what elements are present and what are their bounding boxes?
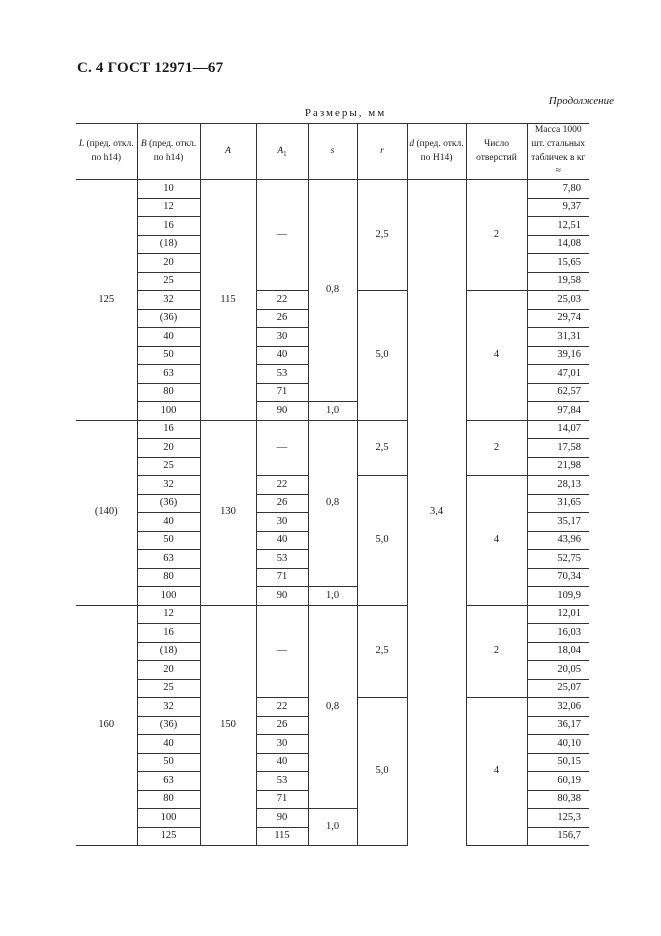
cell-B: 25 [137, 679, 200, 698]
cell-B: 12 [137, 198, 200, 217]
cell-d [407, 605, 466, 846]
cell-mass: 60,19 [527, 772, 589, 791]
cell-r: 2,5 [357, 180, 407, 291]
cell-A1: 71 [256, 568, 308, 587]
cell-B: 10 [137, 180, 200, 199]
cell-mass: 31,65 [527, 494, 589, 513]
cell-A1: 40 [256, 753, 308, 772]
cell-B: 50 [137, 531, 200, 550]
cell-B: (36) [137, 716, 200, 735]
cell-holes: 4 [466, 476, 527, 606]
cell-A1: 26 [256, 716, 308, 735]
cell-L: 125 [76, 180, 137, 421]
cell-mass: 20,05 [527, 661, 589, 680]
cell-B: (18) [137, 642, 200, 661]
cell-s: 1,0 [308, 587, 357, 606]
cell-B: 63 [137, 365, 200, 384]
cell-mass: 62,57 [527, 383, 589, 402]
cell-B: 16 [137, 217, 200, 236]
cell-A1: 30 [256, 513, 308, 532]
dimensions-caption: Размеры, мм [304, 107, 387, 119]
cell-mass: 12,51 [527, 217, 589, 236]
cell-mass: 50,15 [527, 753, 589, 772]
cell-mass: 16,03 [527, 624, 589, 643]
header-holes: Число отверстий [466, 124, 527, 180]
cell-A1: 53 [256, 365, 308, 384]
cell-mass: 14,08 [527, 235, 589, 254]
cell-mass: 21,98 [527, 457, 589, 476]
cell-B: 25 [137, 457, 200, 476]
cell-B: 40 [137, 328, 200, 347]
cell-r: 2,5 [357, 605, 407, 698]
cell-B: 32 [137, 291, 200, 310]
cell-mass: 17,58 [527, 439, 589, 458]
cell-mass: 39,16 [527, 346, 589, 365]
cell-mass: 19,58 [527, 272, 589, 291]
cell-A1: 90 [256, 587, 308, 606]
cell-B: 16 [137, 624, 200, 643]
cell-B: 63 [137, 772, 200, 791]
cell-mass: 18,04 [527, 642, 589, 661]
table-row [76, 420, 589, 439]
cell-A1: 90 [256, 402, 308, 421]
cell-A1: 40 [256, 346, 308, 365]
cell-mass: 47,01 [527, 365, 589, 384]
cell-B: 125 [137, 827, 200, 846]
table-row [76, 605, 589, 624]
cell-d: 3,4 [407, 420, 466, 605]
header-A: A [200, 124, 256, 180]
cell-A1: 22 [256, 291, 308, 310]
cell-B: 100 [137, 809, 200, 828]
table-row [76, 180, 589, 199]
cell-B: 40 [137, 735, 200, 754]
continuation-label: Продолжение [548, 95, 614, 107]
cell-r: 5,0 [357, 291, 407, 421]
cell-mass: 9,37 [527, 198, 589, 217]
cell-mass: 97,84 [527, 402, 589, 421]
cell-s: 0,8 [308, 605, 357, 809]
cell-A1: — [256, 605, 308, 698]
cell-mass: 125,3 [527, 809, 589, 828]
cell-mass: 70,34 [527, 568, 589, 587]
header-s: s [308, 124, 357, 180]
cell-mass: 14,07 [527, 420, 589, 439]
cell-r: 5,0 [357, 698, 407, 846]
cell-B: 20 [137, 439, 200, 458]
cell-A1: — [256, 420, 308, 476]
cell-A1: 53 [256, 550, 308, 569]
cell-A1: 30 [256, 328, 308, 347]
cell-A1: 90 [256, 809, 308, 828]
header-B: B (пред. откл. по h14) [137, 124, 200, 180]
cell-A1: 30 [256, 735, 308, 754]
cell-A1: 22 [256, 698, 308, 717]
cell-B: (36) [137, 309, 200, 328]
cell-A1: 26 [256, 309, 308, 328]
cell-mass: 12,01 [527, 605, 589, 624]
cell-mass: 25,07 [527, 679, 589, 698]
cell-holes: 2 [466, 420, 527, 476]
cell-A1: 53 [256, 772, 308, 791]
cell-mass: 80,38 [527, 790, 589, 809]
cell-s: 0,8 [308, 180, 357, 402]
cell-B: 32 [137, 476, 200, 495]
cell-B: 50 [137, 346, 200, 365]
cell-mass: 43,96 [527, 531, 589, 550]
header-mass: Масса 1000 шт. стальных табличек в кг ≈ [527, 124, 589, 180]
cell-mass: 31,31 [527, 328, 589, 347]
cell-B: 12 [137, 605, 200, 624]
cell-mass: 35,17 [527, 513, 589, 532]
cell-s: 1,0 [308, 809, 357, 846]
cell-A: 150 [200, 605, 256, 846]
cell-mass: 7,80 [527, 180, 589, 199]
cell-A: 115 [200, 180, 256, 421]
cell-A1: 71 [256, 790, 308, 809]
cell-holes: 4 [466, 698, 527, 846]
cell-B: 50 [137, 753, 200, 772]
cell-A: 130 [200, 420, 256, 605]
cell-A1: 22 [256, 476, 308, 495]
cell-A1: — [256, 180, 308, 291]
cell-B: 32 [137, 698, 200, 717]
cell-mass: 156,7 [527, 827, 589, 846]
cell-mass: 32,06 [527, 698, 589, 717]
cell-holes: 2 [466, 605, 527, 698]
cell-A1: 40 [256, 531, 308, 550]
cell-s: 1,0 [308, 402, 357, 421]
table-header-row [76, 124, 589, 180]
cell-A1: 71 [256, 383, 308, 402]
cell-B: 40 [137, 513, 200, 532]
cell-L: 160 [76, 605, 137, 846]
cell-B: (36) [137, 494, 200, 513]
cell-B: 80 [137, 790, 200, 809]
cell-mass: 36,17 [527, 716, 589, 735]
header-d: d (пред. откл. по H14) [407, 124, 466, 180]
cell-mass: 25,03 [527, 291, 589, 310]
cell-mass: 28,13 [527, 476, 589, 495]
cell-s: 0,8 [308, 420, 357, 587]
header-A1: $A_1$ [256, 124, 308, 180]
cell-mass: 29,74 [527, 309, 589, 328]
cell-r: 5,0 [357, 476, 407, 606]
cell-mass: 40,10 [527, 735, 589, 754]
cell-holes: 4 [466, 291, 527, 421]
cell-holes: 2 [466, 180, 527, 291]
cell-B: 100 [137, 587, 200, 606]
cell-B: 25 [137, 272, 200, 291]
cell-B: (18) [137, 235, 200, 254]
cell-mass: 15,65 [527, 254, 589, 273]
cell-B: 80 [137, 568, 200, 587]
cell-A1: 26 [256, 494, 308, 513]
cell-B: 80 [137, 383, 200, 402]
cell-B: 20 [137, 661, 200, 680]
page-title: С. 4 ГОСТ 12971—67 [77, 60, 224, 76]
cell-mass: 109,9 [527, 587, 589, 606]
dimensions-table [76, 123, 589, 846]
cell-B: 16 [137, 420, 200, 439]
cell-B: 100 [137, 402, 200, 421]
header-r: r [357, 124, 407, 180]
cell-A1: 115 [256, 827, 308, 846]
cell-B: 20 [137, 254, 200, 273]
cell-L: (140) [76, 420, 137, 605]
cell-mass: 52,75 [527, 550, 589, 569]
header-L: L (пред. откл. по h14) [76, 124, 137, 180]
cell-r: 2,5 [357, 420, 407, 476]
cell-d [407, 180, 466, 421]
cell-B: 63 [137, 550, 200, 569]
